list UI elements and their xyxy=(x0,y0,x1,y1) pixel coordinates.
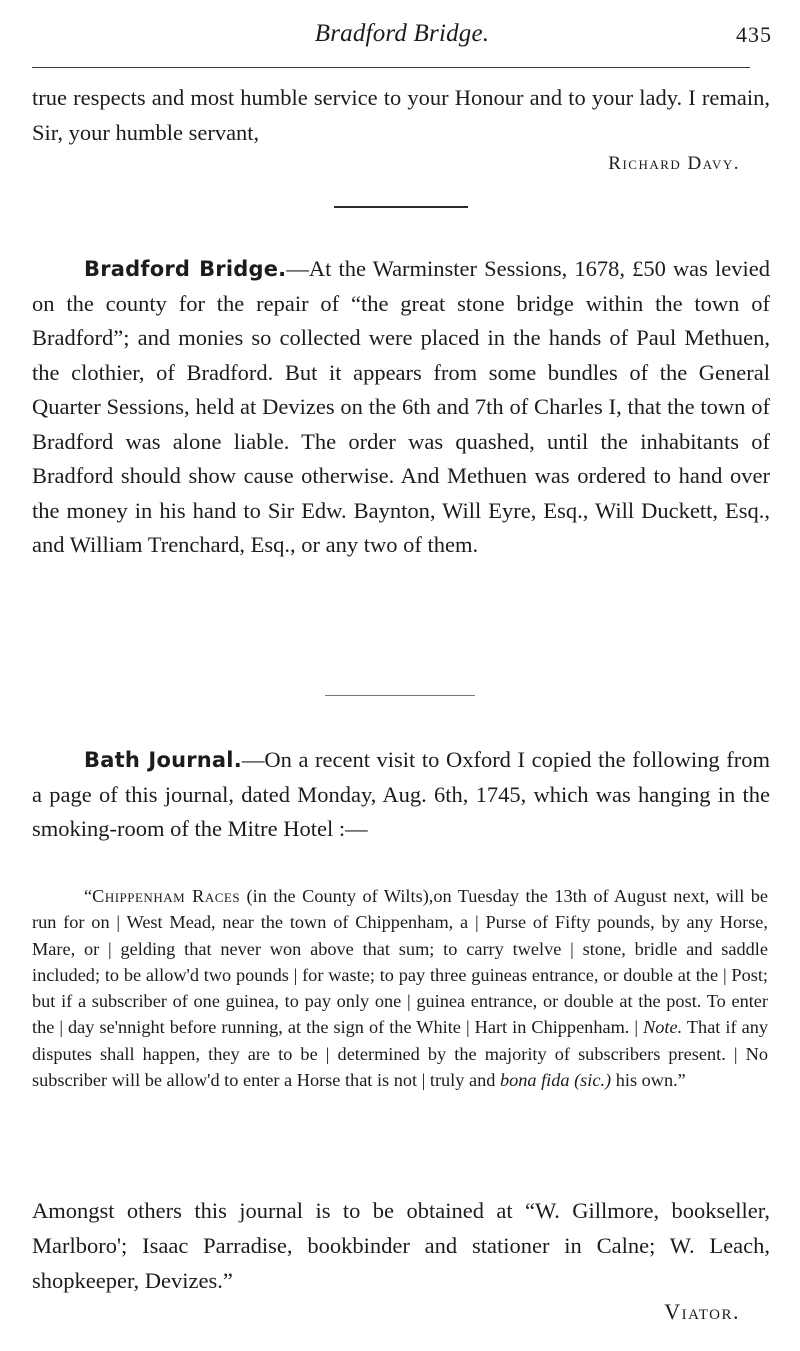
quote-body-continued: That if any disputes shall happen, they are to be | determined by the majority of subscribers present. | No subscriber will be allow'd to enter a Horse that is not | truly and xyxy=(32,1017,768,1091)
closing-paragraph: Amongst others this journal is to be obtained at “W. Gillmore, bookseller, Marlboro'; Isaac Parradise, bookbinder and stationer in Calne; W. Leach, shopkeeper, Devizes.” xyxy=(32,1198,770,1293)
advertisement-quote xyxy=(32,883,768,1093)
section-divider-thin xyxy=(325,695,475,696)
quote-bona-fida: bona fida (sic.) xyxy=(499,1070,612,1091)
quote-open-mark: “ xyxy=(84,886,93,906)
section-divider xyxy=(334,206,468,208)
signature-viator: Viator. xyxy=(664,1299,740,1324)
quote-body: (in the County of Wilts),on Tuesday the 13th of August next, will be run for on | West Mead, near the town of Chippenham, a | Purse of Fifty pounds, by any Horse, Mare, or | gelding that never won above that sum; to carry twelve | stone, bridle and saddle included; to be allow'd two pounds | for waste; to pay three guineas entrance, or double at the | Post; but if a subscriber of one guinea, to pay only one | guinea entrance, or double at the post. To enter the | day se'nnight before running, at the sign of the White | Hart in Chippenham. | xyxy=(32,886,768,1038)
signature-richard-davy: Richard Davy. xyxy=(608,153,740,174)
running-title: Bradford Bridge. xyxy=(314,20,490,47)
bradford-bridge-body: —At the Warminster Sessions, 1678, £50 was levied on the county for the repair of “the great stone bridge within the town of Bradford”; and monies so collected were placed in the hands of Paul Methuen, the clothier, of Bradford. But it appears from some bundles of the General Quarter Sessions, held at Devizes on the 6th and 7th of Charles I, that the town of Bradford was alone liable. The order was quashed, until the inhabitants of Bradford should show cause otherwise. And Methuen was ordered to hand over the money in his hand to Sir Edw. Baynton, Will Eyre, Esq., Will Duckett, Esq., and William Trenchard, Esq., or any two of them. xyxy=(32,256,771,557)
running-head xyxy=(32,20,772,54)
bradford-bridge-paragraph xyxy=(32,252,770,563)
bradford-bridge-heading: Bradford Bridge. xyxy=(84,257,287,281)
header-rule xyxy=(32,67,750,68)
bath-journal-heading: Bath Journal. xyxy=(84,748,242,772)
page-number: 435 xyxy=(736,22,772,47)
quote-race-title: Chippenham Races xyxy=(92,886,241,906)
bath-journal-body: —On a recent visit to Oxford I copied the following from a page of this journal, dated Monday, Aug. 6th, 1745, which was hanging in the smoking-room of the Mitre Hotel :— xyxy=(32,747,770,841)
quote-end: his own.” xyxy=(611,1070,686,1091)
bath-journal-paragraph xyxy=(32,743,770,847)
quote-note-label: Note. xyxy=(643,1017,683,1038)
opening-paragraph: true respects and most humble service to your Honour and to your lady. I remain, Sir, your humble servant, xyxy=(32,85,770,145)
